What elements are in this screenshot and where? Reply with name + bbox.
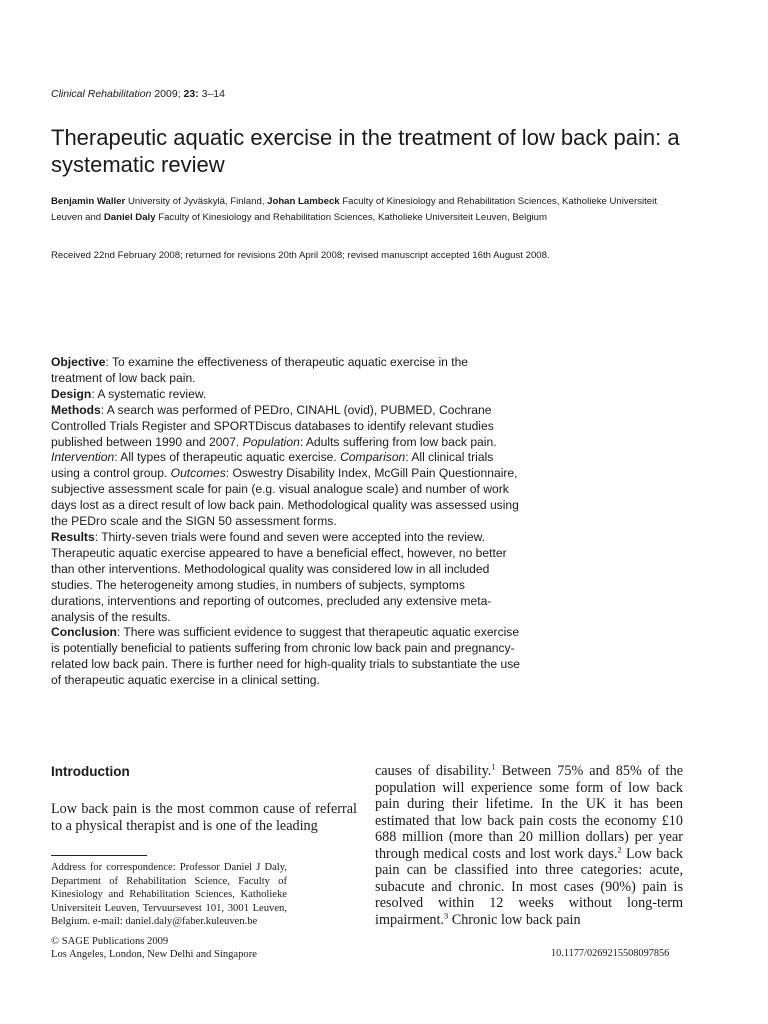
reference-marker: 2 bbox=[617, 843, 622, 854]
journal-pages: 3–14 bbox=[201, 88, 225, 100]
correspondence-address: Address for correspondence: Professor Daniel J Daly, Department of Rehabilitation Science, Faculty of Kinesiology and Rehabilitation Sciences, Katholieke Universiteit Leuven, Tervuursevest 101, 3001 Leuven, Belgium. e-mail: daniel.daly@faber.kuleuven.be bbox=[51, 862, 287, 927]
section-text: : There was sufficient evidence to suggest that therapeutic aquatic exercise is potentially beneficial to patients suffering from chronic low back pain and pregnancy-related low back pain. There is further need for high-quality trials to substantiate the use of therapeutic aquatic exercise in a clinical setting. bbox=[51, 625, 521, 688]
section-text: : A systematic review. bbox=[91, 386, 207, 401]
reference-marker: 3 bbox=[443, 909, 449, 920]
section-label: Objective bbox=[51, 355, 106, 369]
intro-paragraph-right bbox=[375, 763, 683, 928]
abstract-design bbox=[51, 387, 521, 403]
author-affiliation: Faculty of Kinesiology and Rehabilitation Sciences, Katholieke Universiteit Leuven, Belgium bbox=[158, 211, 547, 223]
journal-year: 2009; bbox=[154, 88, 181, 100]
introduction-heading: Introduction bbox=[51, 764, 130, 779]
body-text: Low back pain can be classified into three categories: acute, subacute and chronic. In most cases (90%) pain is resolved within 12 weeks without long-term impairment. bbox=[375, 845, 683, 928]
subsection-label: Comparison bbox=[340, 450, 406, 465]
section-text: : To examine the effectiveness of therapeutic aquatic exercise in the treatment of low back pain. bbox=[51, 355, 469, 385]
author-name: Daniel Daly bbox=[103, 211, 156, 223]
article-title: Therapeutic aquatic exercise in the treatment of low back pain: a systematic review bbox=[51, 125, 680, 177]
subsection-label: Intervention bbox=[51, 450, 115, 465]
author-list bbox=[51, 194, 691, 225]
received-dates: Received 22nd February 2008; returned for revisions 20th April 2008; revised manuscript accepted 16th August 2008. bbox=[51, 250, 550, 261]
journal-volume: 23: bbox=[183, 88, 199, 100]
section-label: Methods bbox=[51, 402, 101, 417]
journal-name: Clinical Rehabilitation bbox=[51, 88, 152, 100]
abstract-results bbox=[51, 530, 521, 625]
section-text: : Oswestry Disability Index, McGill Pain Questionnaire, subjective assessment scale for pain (e.g. visual analogue scale) and number of work days lost as a direct result of low back pain. Methodological quality was assessed using the PEDro scale and the SIGN 50 assessment forms. bbox=[51, 466, 519, 529]
abstract-objective bbox=[51, 355, 521, 387]
section-text: : Adults suffering from low back pain. bbox=[299, 434, 497, 449]
subsection-label: Population bbox=[242, 434, 300, 449]
section-text: : All types of therapeutic aquatic exercise. bbox=[114, 450, 341, 465]
reference-marker: 1 bbox=[491, 761, 496, 772]
section-text: : Thirty-seven trials were found and seven were accepted into the review. Therapeutic aquatic exercise appeared to have a beneficial effect, however, no better than other interventions. Methodological quality was considered low in all included studies. The heterogeneity among studies, in numbers of subjects, symptoms durations, interventions and reporting of outcomes, precluded any extensive meta-analysis of the results. bbox=[51, 529, 507, 624]
author-affiliation: University of Jyväskylä, Finland, bbox=[127, 196, 265, 207]
publisher-info bbox=[51, 935, 371, 961]
section-label: Conclusion bbox=[51, 625, 117, 640]
body-text: Chronic low back pain bbox=[448, 911, 581, 928]
body-text: causes of disability. bbox=[375, 763, 492, 779]
subsection-label: Outcomes bbox=[170, 466, 226, 481]
author-name: Benjamin Waller bbox=[51, 196, 126, 207]
footnote-divider bbox=[51, 855, 147, 856]
publisher-locations: Los Angeles, London, New Delhi and Singapore bbox=[51, 949, 257, 960]
section-label: Design bbox=[51, 386, 92, 401]
author-name: Johan Lambeck bbox=[267, 196, 340, 207]
doi: 10.1177/0269215508097856 bbox=[551, 948, 670, 959]
copyright-line: © SAGE Publications 2009 bbox=[51, 936, 169, 947]
section-text: : A search was performed of PEDro, CINAHL (ovid), PUBMED, Cochrane Controlled Trials Register and SPORTDiscus databases to identify relevant studies published between 1990 and 2007. bbox=[51, 402, 494, 449]
journal-reference bbox=[51, 88, 225, 100]
section-label: Results bbox=[51, 529, 95, 544]
body-text: Between 75% and 85% of the population will experience some form of low back pain during their lifetime. In the UK it has been estimated that low back pain costs the economy £10 688 million (more than 20 million dollars) per year through medical costs and lost work days. bbox=[375, 763, 683, 862]
abstract bbox=[51, 355, 521, 689]
section-text: : All clinical trials using a control group. bbox=[51, 450, 494, 481]
intro-paragraph-left: Low back pain is the most common cause of referral to a physical therapist and is one of the leading bbox=[51, 801, 357, 834]
author-affiliation: Faculty of Kinesiology and Rehabilitation Sciences, Katholieke Universiteit Leuven and bbox=[51, 196, 657, 223]
abstract-methods bbox=[51, 403, 521, 530]
abstract-conclusion bbox=[51, 625, 521, 689]
